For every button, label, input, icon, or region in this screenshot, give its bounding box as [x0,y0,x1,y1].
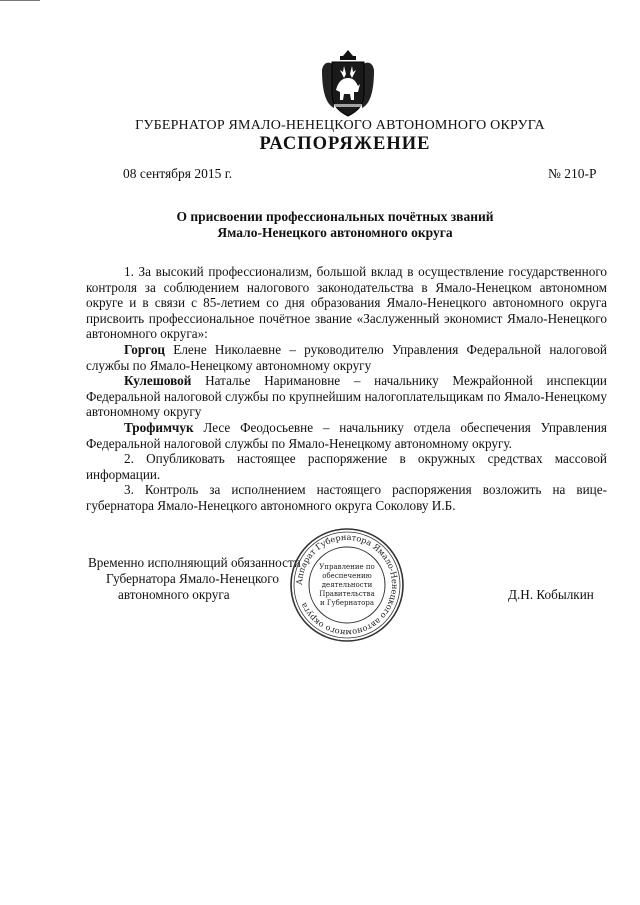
paragraph-1: 1. За высокий профессионализм, большой вклад в осуществление государственного контроля за соблюдением налогового законодательства в Ямало-Ненецком автономном округе и в связи с 85-летием со дня образования Ямало-Ненецкого автономного округа присвоить профессиональное почётное звание «Заслуженный экономист Ямало-Ненецкого автономного округа»: [86,264,607,342]
awardee-surname: Кулешовой [124,373,192,389]
awardee-details: Наталье Наримановне – начальнику Межрайонной инспекции Федеральной налоговой службы по крупнейшим налогоплательщикам по Ямало-Ненецкому автономному округу [86,373,607,420]
awardee-surname: Трофимчук [124,419,194,435]
document-body [86,264,607,514]
seal-center-line-3: деятельности [321,581,373,589]
document-date: 08 сентября 2015 г. [123,166,233,181]
awardee-surname: Горгоц [124,341,166,357]
awardee-details: Елене Николаевне – руководителю Управления Федеральной налоговой службы по Ямало-Ненецкому автономному округу [86,341,607,373]
seal-center-line-4: Правительства [319,590,375,598]
subject-line-2: Ямало-Ненецкого автономного округа [217,225,453,240]
paragraph-2: 2. Опубликовать настоящее распоряжение в окружных средствах массовой информации. [86,451,607,482]
seal-ring-text: Аппарат Губернатора Ямало-Ненецкого автономного округа [293,531,401,639]
signatory-line-3: автономного округа [118,587,230,602]
paragraph-3: 3. Контроль за исполнением настоящего распоряжения возложить на вице-губернатора Ямало-Ненецкого автономного округа Соколову И.Б. [86,482,607,513]
awardee-gorgots [86,342,607,373]
awardee-details: Лесе Феодосьевне – начальнику отдела обеспечения Управления Федеральной налоговой службы по Ямало-Ненецкому автономному округу. [86,419,607,451]
signatory-title [88,555,301,603]
subject-line-1: О присвоении профессиональных почётных званий [176,209,494,224]
coat-of-arms-emblem [314,48,382,120]
awardee-kuleshova [86,373,607,420]
signatory-name: Д.Н. Кобылкин [508,587,594,602]
official-seal-stamp [288,526,406,644]
top-edge-mark [0,0,40,1]
document-type: РАСПОРЯЖЕНИЕ [259,134,431,154]
document-number: № 210-Р [548,166,597,181]
seal-center-line-1: Управление по [319,563,375,571]
seal-center-line-2: обеспечению [322,572,372,580]
signatory-line-1: Временно исполняющий обязанности [88,555,301,570]
signatory-line-2: Губернатора Ямало-Ненецкого [106,571,279,586]
issuing-authority: ГУБЕРНАТОР ЯМАЛО-НЕНЕЦКОГО АВТОНОМНОГО ОКРУГА [135,118,545,133]
awardee-trofimchuk [86,420,607,451]
document-subject [130,209,540,241]
seal-center-line-5: и Губернатора [319,599,375,607]
